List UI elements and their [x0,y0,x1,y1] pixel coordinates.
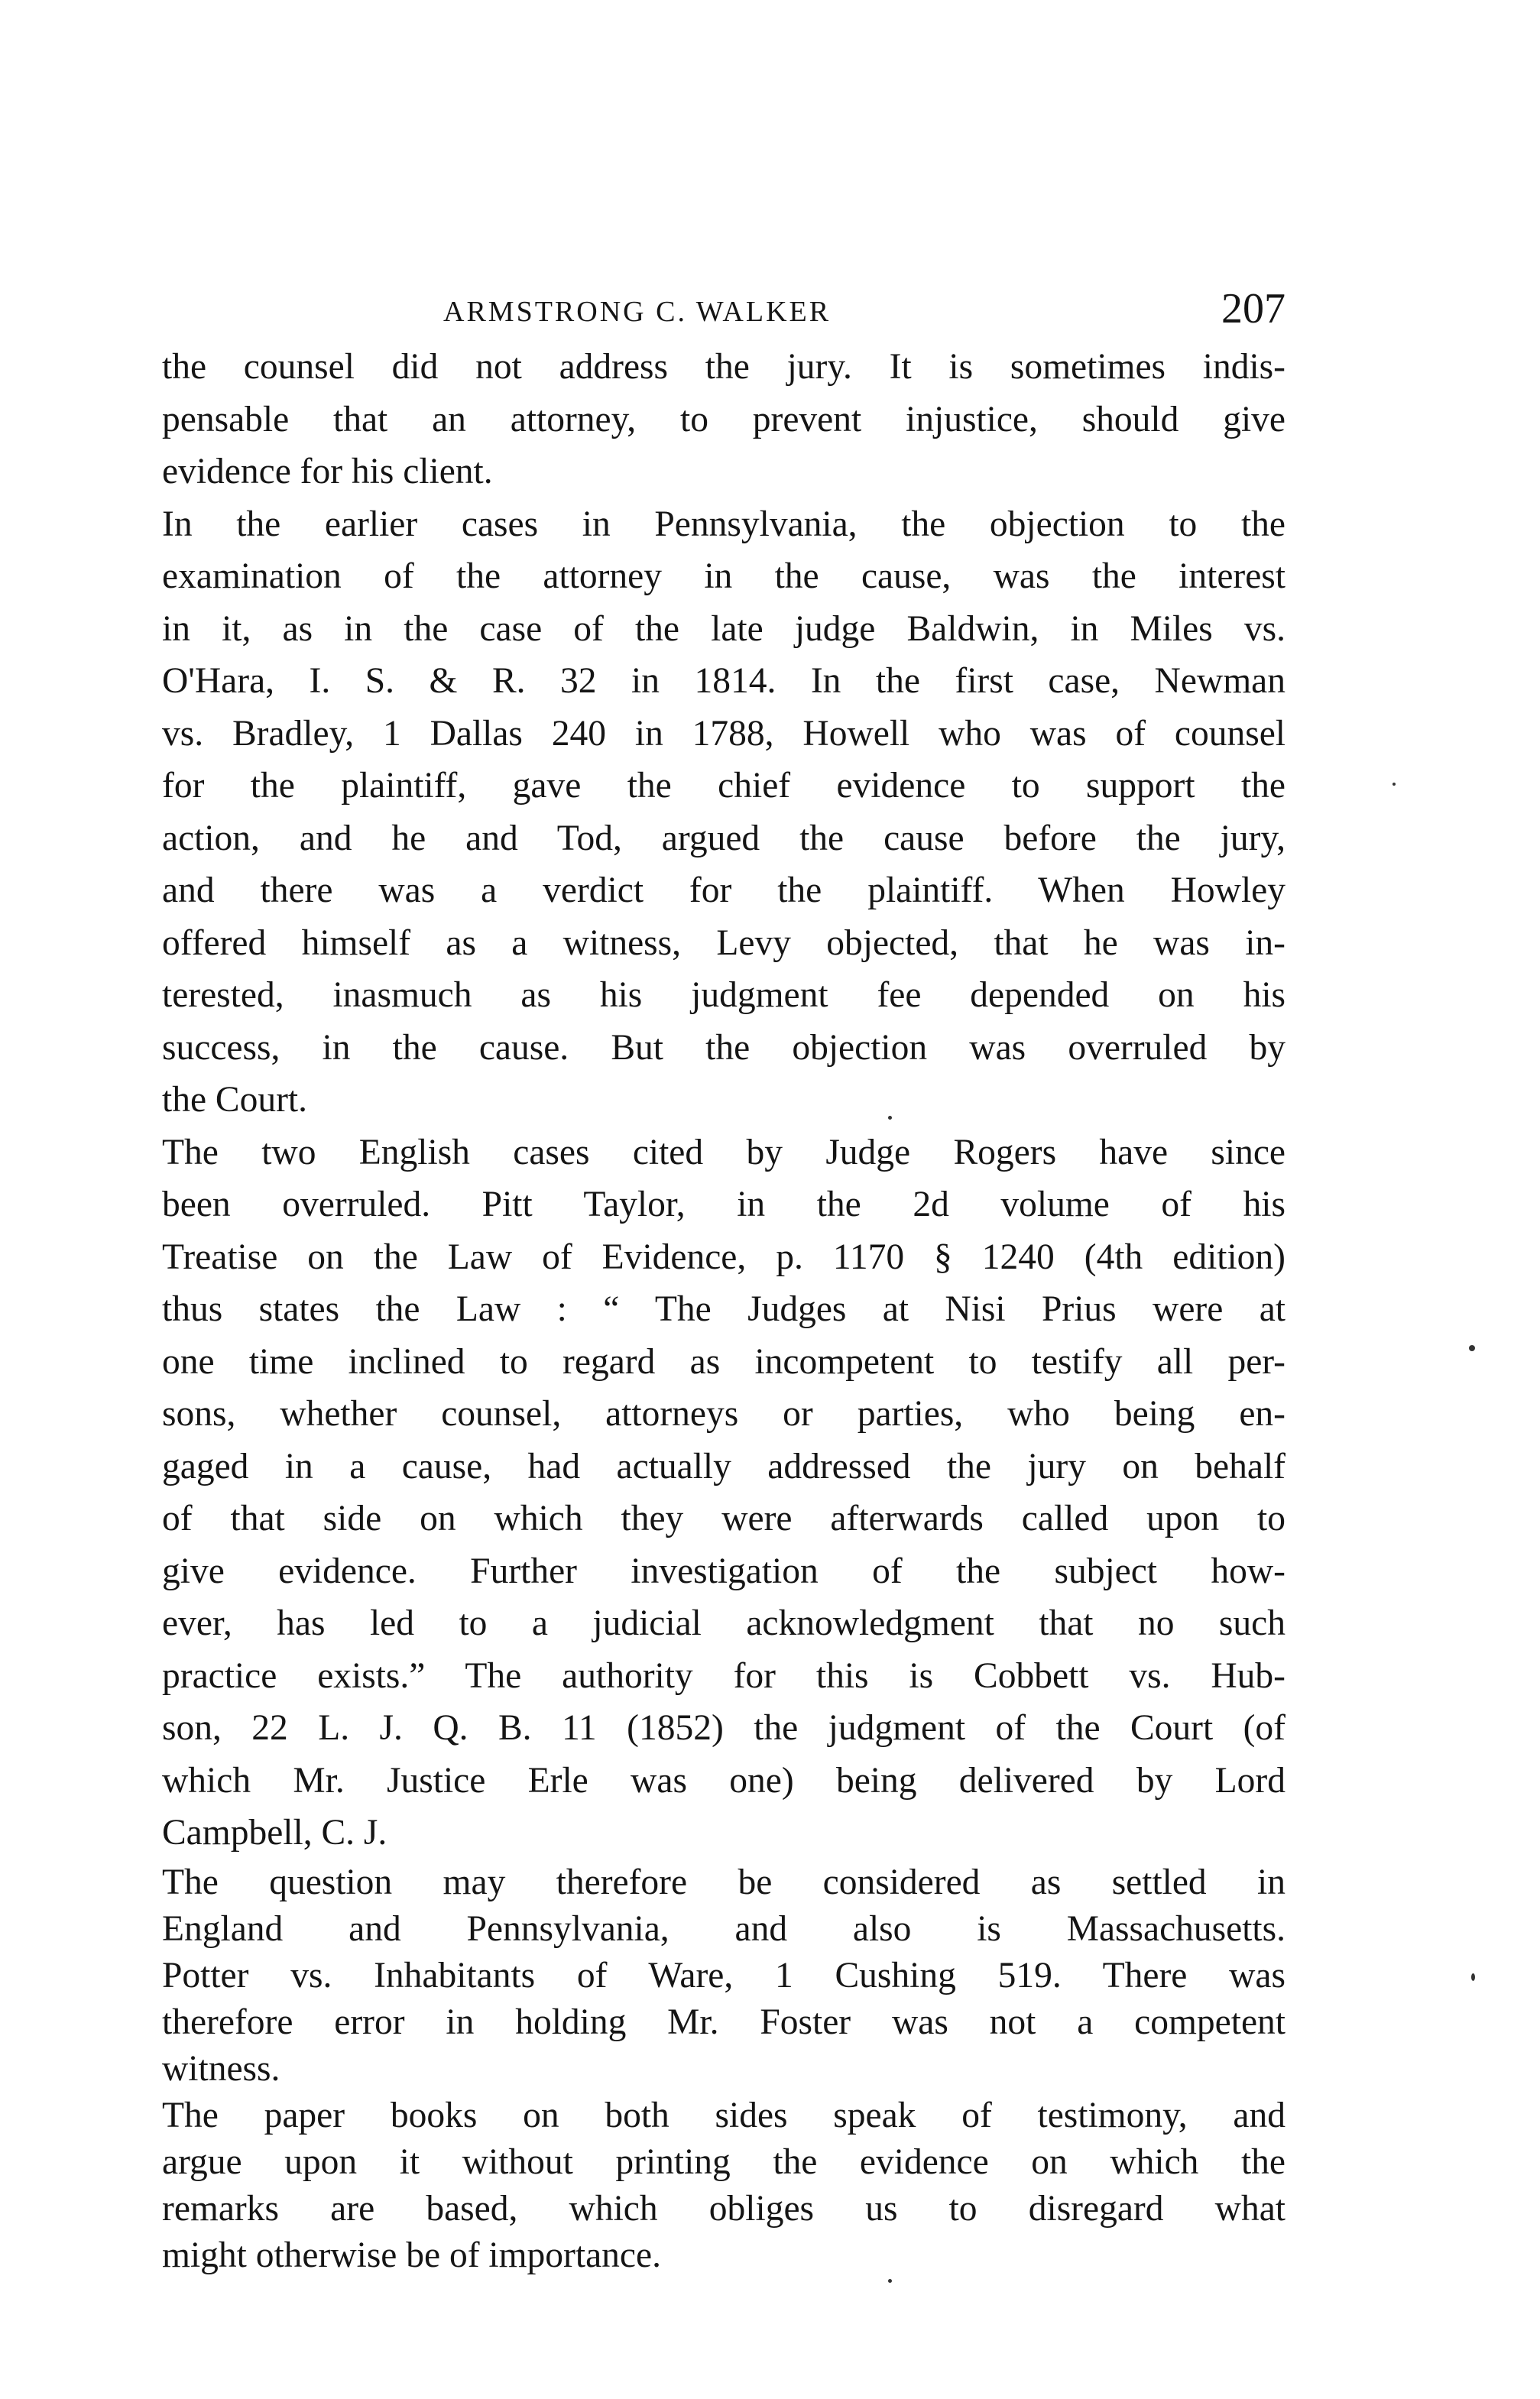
text-line: the counsel did not address the jury. It is sometimes indis- [162,347,1285,387]
text-line: gaged in a cause, had actually addressed the jury on behalf [162,1446,1285,1486]
scan-speck [1469,1345,1475,1351]
text-line: England and Pennsylvania, and also is Massachusetts. [162,1908,1285,1949]
text-line: give evidence. Further investigation of the subject how- [162,1551,1285,1591]
text-line: evidence for his client. [162,452,493,491]
text-line: examination of the attorney in the cause, was the interest [162,556,1285,596]
scan-speck [1392,783,1396,786]
running-head [162,284,1285,330]
text-line: argue upon it without printing the evidence on which the [162,2141,1285,2182]
text-line: thus states the Law : “ The Judges at Nisi Prius were at [162,1289,1285,1329]
scan-speck [1471,1973,1475,1981]
text-line: Campbell, C. J. [162,1813,387,1853]
page-number: 207 [1221,285,1285,332]
text-line: therefore error in holding Mr. Foster was not a competent [162,2002,1285,2042]
paragraph-5 [162,2093,1285,2279]
text-line: The paper books on both sides speak of testimony, and [162,2095,1285,2135]
text-line: which Mr. Justice Erle was one) being delivered by Lord [162,1760,1285,1801]
text-line: O'Hara, I. S. & R. 32 in 1814. In the first case, Newman [162,661,1285,701]
text-line: Treatise on the Law of Evidence, p. 1170 § 1240 (4th edition) [162,1237,1285,1277]
text-line: of that side on which they were afterwards called upon to [162,1499,1285,1538]
text-line: offered himself as a witness, Levy objected, that he was in- [162,922,1285,963]
text-line: the Court. [162,1080,307,1120]
text-line: ever, has led to a judicial acknowledgment that no such [162,1603,1285,1643]
text-line: one time inclined to regard as incompetent to testify all per- [162,1341,1285,1382]
text-line: son, 22 L. J. Q. B. 11 (1852) the judgment of the Court (of [162,1708,1285,1748]
scan-speck [888,2279,892,2283]
text-line: pensable that an attorney, to prevent injustice, should give [162,399,1285,439]
text-line: Potter vs. Inhabitants of Ware, 1 Cushing 519. There was [162,1955,1285,1995]
running-title: ARMSTRONG C. WALKER [443,296,832,328]
text-line: The two English cases cited by Judge Rogers have since [162,1132,1285,1172]
text-line: might otherwise be of importance. [162,2235,661,2275]
paragraph-1 [162,341,1285,498]
text-line: The question may therefore be considered as settled in [162,1862,1285,1902]
text-line: practice exists.” The authority for this is Cobbett vs. Hub- [162,1655,1285,1696]
body-text [162,341,1285,2279]
text-line: remarks are based, which obliges us to disregard what [162,2188,1285,2229]
paragraph-3 [162,1127,1285,1859]
text-line: been overruled. Pitt Taylor, in the 2d volume of his [162,1185,1285,1224]
text-line: terested, inasmuch as his judgment fee depended on his [162,975,1285,1015]
text-line: witness. [162,2048,280,2089]
paragraph-2 [162,498,1285,1127]
text-line: and there was a verdict for the plaintiff. When Howley [162,870,1285,910]
scan-speck [888,1116,892,1120]
paragraph-4 [162,1859,1285,2093]
text-line: In the earlier cases in Pennsylvania, the objection to the [162,504,1285,544]
text-line: sons, whether counsel, attorneys or parties, who being en- [162,1394,1285,1434]
text-line: vs. Bradley, 1 Dallas 240 in 1788, Howell who was of counsel [162,713,1285,754]
text-line: action, and he and Tod, argued the cause before the jury, [162,818,1285,858]
text-line: in it, as in the case of the late judge Baldwin, in Miles vs. [162,608,1285,649]
text-line: success, in the cause. But the objection was overruled by [162,1027,1285,1068]
text-line: for the plaintiff, gave the chief evidence to support the [162,766,1285,806]
